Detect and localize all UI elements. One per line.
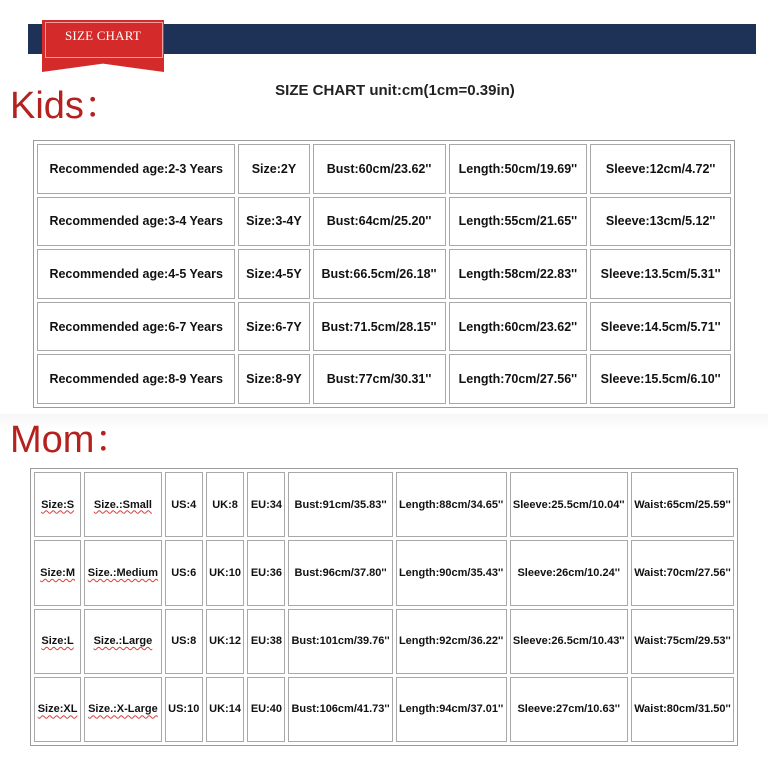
table-cell: Length:58cm/22.83'' — [449, 249, 588, 299]
mom-heading: Mom： — [10, 419, 133, 461]
table-cell: Bust:96cm/37.80'' — [288, 540, 392, 605]
table-cell: Recommended age:3-4 Years — [37, 197, 235, 247]
size-label: Size:S — [41, 498, 75, 511]
ribbon-label: SIZE CHART — [65, 28, 141, 43]
table-cell: US:6 — [165, 540, 203, 605]
table-cell: Bust:66.5cm/26.18'' — [313, 249, 446, 299]
size-chart-unit-title: SIZE CHART unit:cm(1cm=0.39in) — [275, 82, 515, 99]
table-row — [34, 472, 734, 537]
table-cell: Sleeve:12cm/4.72'' — [590, 144, 731, 194]
size-label: Size:L — [41, 635, 74, 648]
table-cell: US:8 — [165, 609, 203, 674]
size-label: Size.:X-Large — [88, 703, 158, 716]
table-cell: Sleeve:26.5cm/10.43'' — [510, 609, 628, 674]
table-row — [37, 249, 731, 299]
table-cell: Bust:71.5cm/28.15'' — [313, 302, 446, 352]
size-label: Size.:Large — [93, 635, 153, 648]
size-label: Size:M — [40, 566, 75, 579]
table-cell: UK:12 — [206, 609, 245, 674]
table-cell: UK:10 — [206, 540, 245, 605]
table-cell: Length:90cm/35.43'' — [396, 540, 507, 605]
table-row — [37, 197, 731, 247]
table-cell: Waist:65cm/25.59'' — [631, 472, 734, 537]
table-cell: Size:8-9Y — [238, 354, 309, 404]
table-cell: Length:92cm/36.22'' — [396, 609, 507, 674]
kids-size-table — [33, 140, 735, 408]
table-cell: Length:94cm/37.01'' — [396, 677, 507, 742]
table-cell — [34, 472, 81, 537]
table-cell: Sleeve:25.5cm/10.04'' — [510, 472, 628, 537]
table-cell: Length:60cm/23.62'' — [449, 302, 588, 352]
table-cell — [84, 677, 162, 742]
table-row — [37, 354, 731, 404]
table-cell — [34, 677, 81, 742]
table-cell: Recommended age:8-9 Years — [37, 354, 235, 404]
table-cell — [84, 472, 162, 537]
table-cell: US:10 — [165, 677, 203, 742]
table-cell: Sleeve:27cm/10.63'' — [510, 677, 628, 742]
table-cell: Length:70cm/27.56'' — [449, 354, 588, 404]
table-cell: Size:6-7Y — [238, 302, 309, 352]
table-cell — [34, 540, 81, 605]
table-cell: Sleeve:26cm/10.24'' — [510, 540, 628, 605]
table-cell: Bust:77cm/30.31'' — [313, 354, 446, 404]
table-cell: EU:38 — [247, 609, 285, 674]
table-cell: UK:14 — [206, 677, 245, 742]
table-cell: UK:8 — [206, 472, 245, 537]
table-cell: Length:88cm/34.65'' — [396, 472, 507, 537]
size-label: Size.:Medium — [87, 566, 159, 579]
table-cell: Bust:60cm/23.62'' — [313, 144, 446, 194]
table-row — [34, 540, 734, 605]
table-cell: Waist:80cm/31.50'' — [631, 677, 734, 742]
kids-heading: Kids： — [10, 85, 122, 127]
table-cell: Length:55cm/21.65'' — [449, 197, 588, 247]
table-cell: Recommended age:6-7 Years — [37, 302, 235, 352]
size-label: Size:XL — [37, 703, 78, 716]
table-cell: Bust:106cm/41.73'' — [288, 677, 392, 742]
mom-size-table — [30, 468, 738, 746]
table-cell — [84, 609, 162, 674]
table-cell: Size:3-4Y — [238, 197, 309, 247]
table-cell: Recommended age:4-5 Years — [37, 249, 235, 299]
table-cell: Bust:101cm/39.76'' — [288, 609, 392, 674]
table-cell: Waist:70cm/27.56'' — [631, 540, 734, 605]
table-cell: EU:34 — [247, 472, 285, 537]
table-row — [37, 302, 731, 352]
table-row — [34, 609, 734, 674]
table-cell: Length:50cm/19.69'' — [449, 144, 588, 194]
table-cell: Size:2Y — [238, 144, 309, 194]
table-cell: EU:36 — [247, 540, 285, 605]
table-cell: Bust:64cm/25.20'' — [313, 197, 446, 247]
table-cell: Size:4-5Y — [238, 249, 309, 299]
table-row — [34, 677, 734, 742]
table-cell: Sleeve:13.5cm/5.31'' — [590, 249, 731, 299]
table-cell: Sleeve:15.5cm/6.10'' — [590, 354, 731, 404]
size-label: Size.:Small — [93, 498, 152, 511]
table-row — [37, 144, 731, 194]
mom-table-body — [34, 472, 734, 742]
table-cell: Bust:91cm/35.83'' — [288, 472, 392, 537]
table-cell: EU:40 — [247, 677, 285, 742]
table-cell: Sleeve:14.5cm/5.71'' — [590, 302, 731, 352]
table-cell — [34, 609, 81, 674]
table-cell: Recommended age:2-3 Years — [37, 144, 235, 194]
kids-table-body — [37, 144, 731, 404]
table-cell — [84, 540, 162, 605]
table-cell: US:4 — [165, 472, 203, 537]
table-cell: Waist:75cm/29.53'' — [631, 609, 734, 674]
table-cell: Sleeve:13cm/5.12'' — [590, 197, 731, 247]
